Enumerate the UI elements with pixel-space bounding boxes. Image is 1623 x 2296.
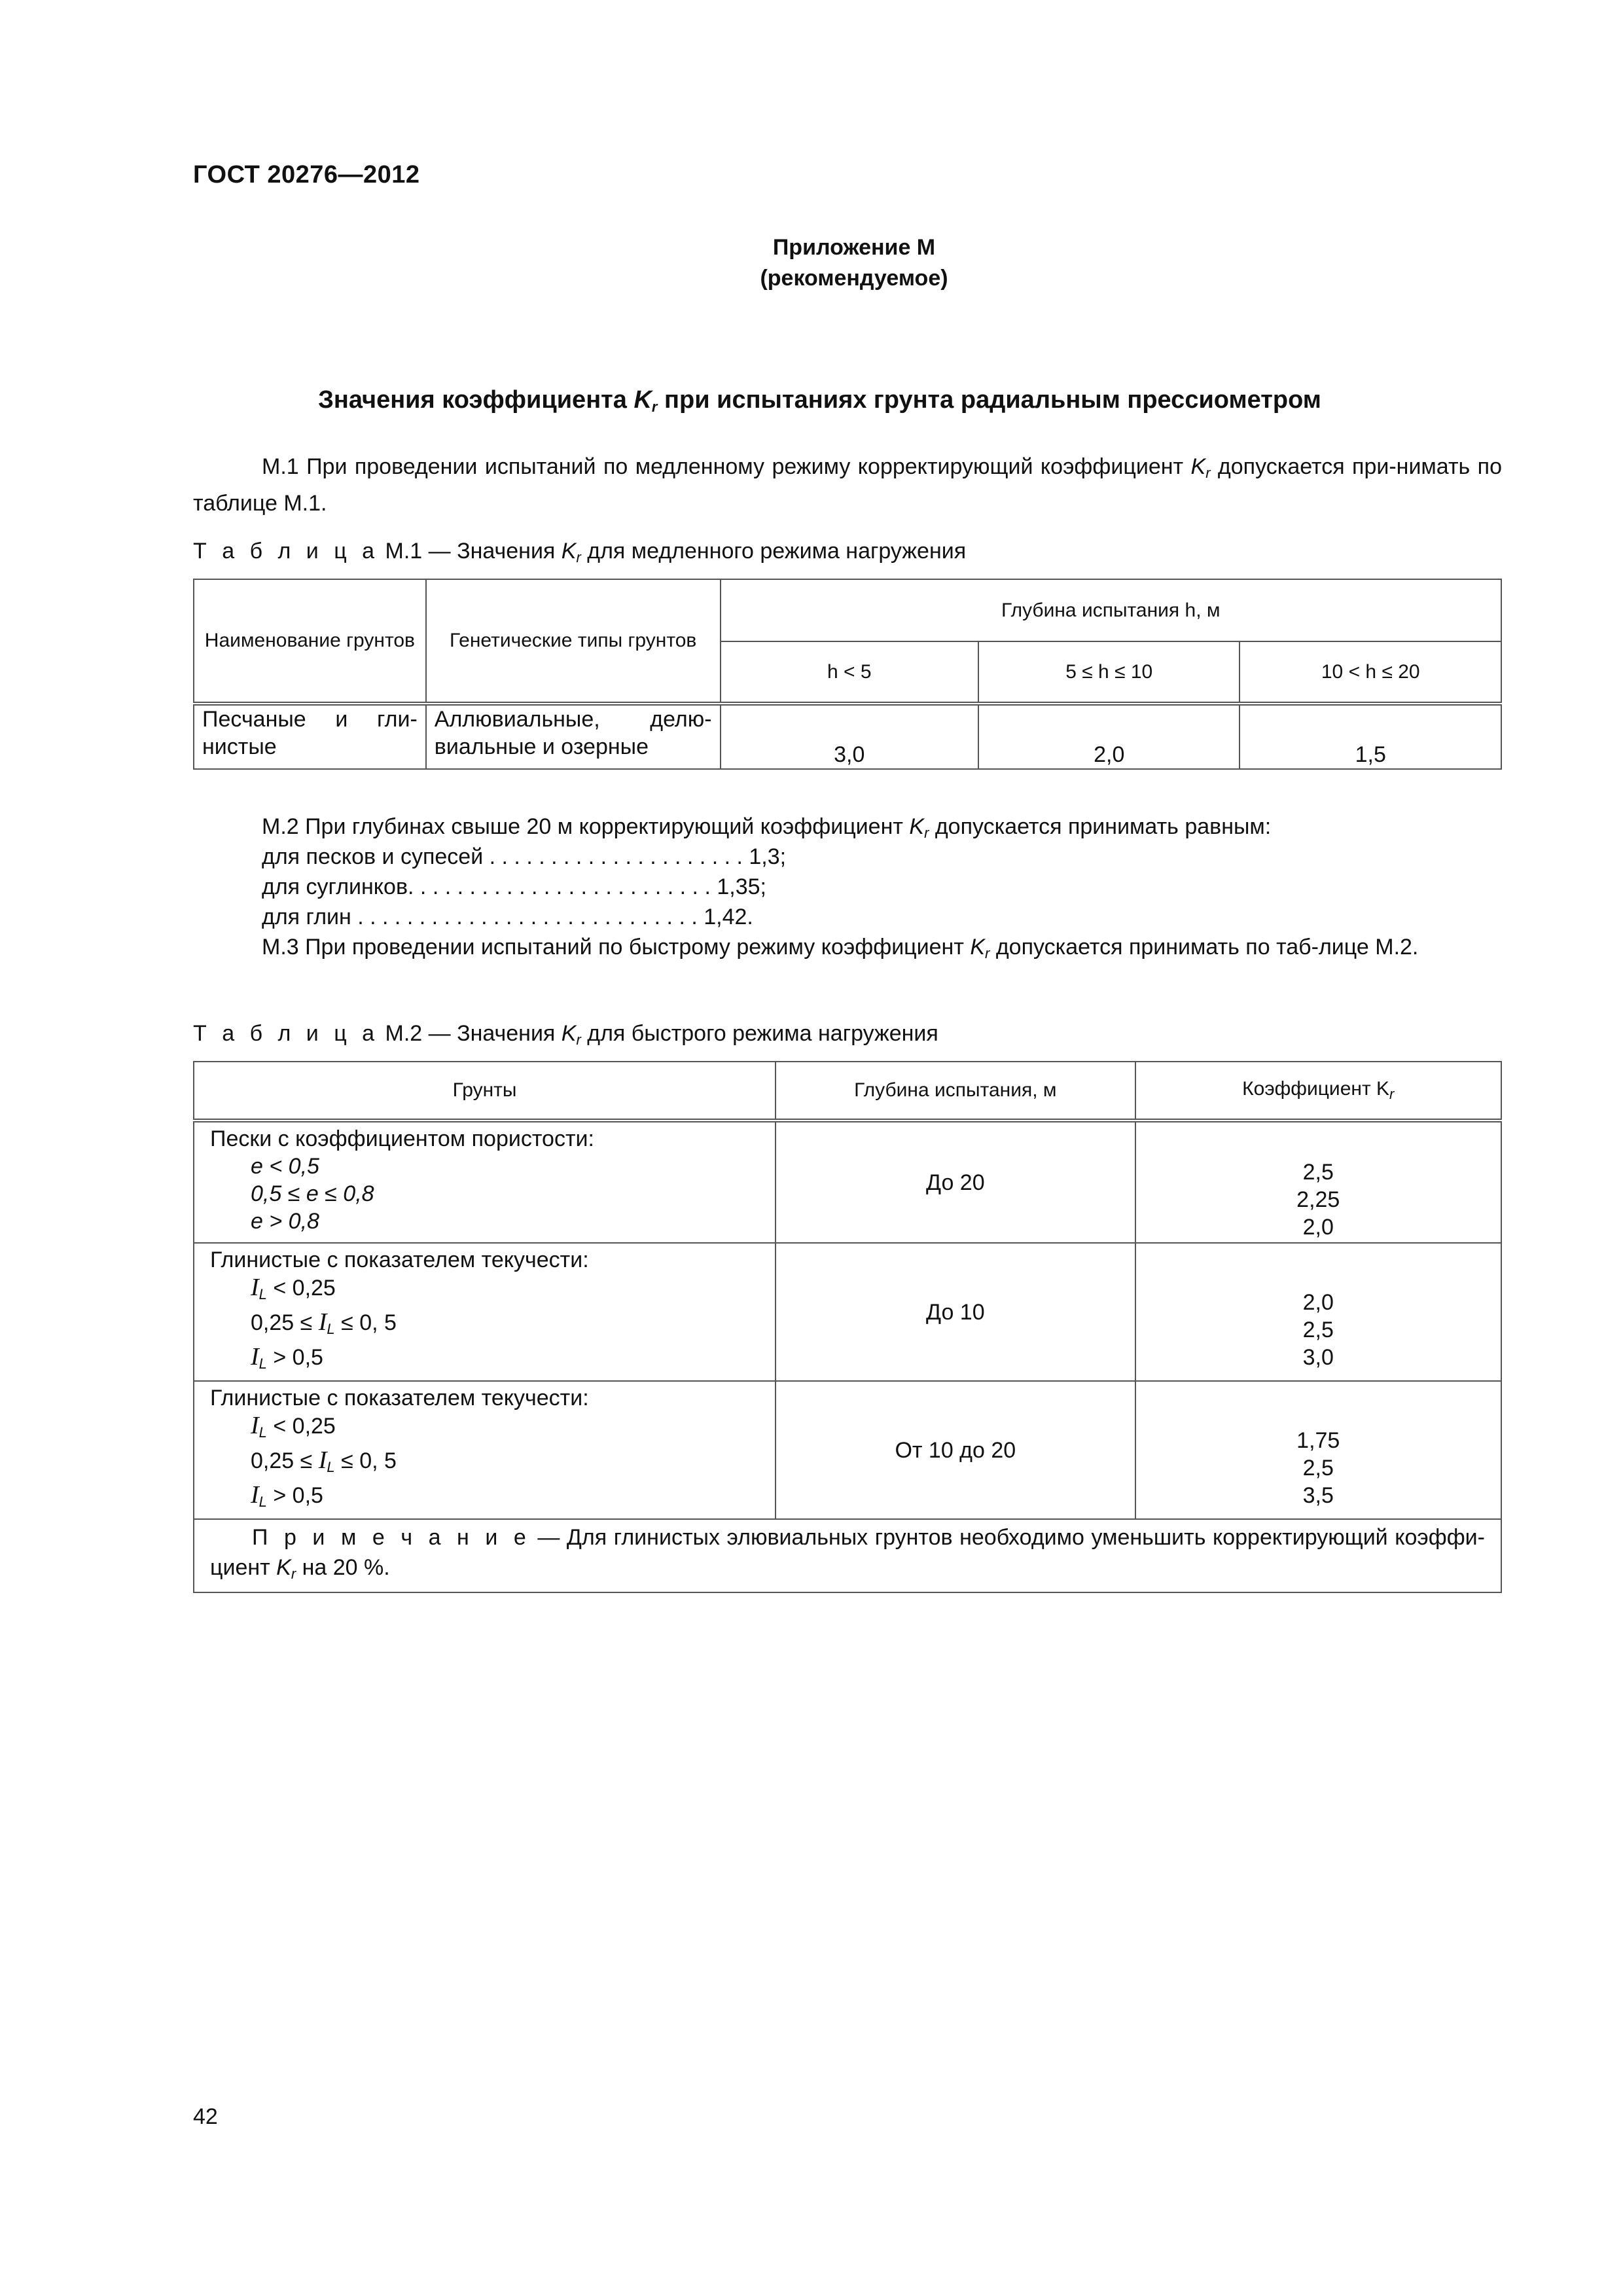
- table1-header-name: Наименование грунтов: [194, 579, 426, 704]
- list-item-leader: . . . . . . . . . . . . . . . . . . . . .: [483, 844, 743, 869]
- cond-symbol: I: [318, 1308, 327, 1336]
- table-row: [194, 1519, 1501, 1592]
- table2-note: [194, 1519, 1501, 1592]
- value: 2,0: [1302, 1215, 1334, 1240]
- table-row: [194, 1381, 1501, 1519]
- note-text: — Для глинистых элювиальных грунтов необходимо уменьшить корректирующий коэффи-циент: [210, 1525, 1485, 1580]
- annex-status: (рекомендуемое): [760, 266, 948, 291]
- table2-header-depth: Глубина испытания, м: [776, 1062, 1135, 1121]
- list-item-value: 1,3;: [742, 844, 787, 869]
- table1-depth-range: 10 < h ≤ 20: [1240, 641, 1501, 704]
- table2-caption-text: для быстрого режима нагружения: [580, 1021, 938, 1046]
- p3-symbol: K: [970, 935, 986, 960]
- cond-symbol: I: [251, 1274, 259, 1301]
- p2-symbol: K: [909, 814, 925, 839]
- table2-caption: [193, 1021, 938, 1049]
- cond-text: > 0,5: [266, 1483, 323, 1508]
- section-title-text-2: при испытаниях грунта радиальным прессиометром: [657, 386, 1321, 414]
- table1-cell-name: Песчаные и гли-нистые: [194, 704, 426, 769]
- cond-text: ≤ 0, 5: [334, 1448, 397, 1473]
- note-symbol: K: [276, 1555, 291, 1580]
- cond-text: 0,25 ≤: [251, 1448, 319, 1473]
- list-item-label: для песков и супесей: [262, 844, 484, 869]
- list-item: [262, 902, 786, 932]
- cond-text: > 0,5: [266, 1345, 323, 1370]
- table1-caption-id: М.1 — Значения: [379, 539, 562, 564]
- list-item-label: для глин: [262, 905, 351, 929]
- page-number: 42: [193, 2104, 218, 2129]
- p2-text-2: допускается принимать равным:: [929, 814, 1272, 839]
- note-sub: r: [291, 1566, 296, 1582]
- list-item: [262, 872, 786, 902]
- section-title-sub: r: [651, 399, 658, 415]
- condition: e < 0,5: [251, 1154, 319, 1179]
- cond-text: 0,25 ≤: [251, 1310, 319, 1335]
- table1-cell-types: Аллювиальные, делю-виальные и озерные: [426, 704, 721, 769]
- cond-symbol: I: [251, 1343, 259, 1371]
- annex-title: Приложение М: [772, 235, 936, 260]
- table1-caption-symbol: K: [561, 539, 577, 564]
- p3-text-2: допускается принимать по таб-лице М.2.: [990, 935, 1419, 960]
- value: 3,0: [1302, 1345, 1334, 1370]
- cond-sub: L: [259, 1494, 267, 1510]
- p1-symbol: K: [1190, 454, 1206, 479]
- table2-header-soils: Грунты: [194, 1062, 776, 1121]
- table2-header-coef-text: Коэффициент K: [1242, 1078, 1390, 1100]
- table1-caption-sub: r: [576, 549, 581, 565]
- table1-caption-text: для медленного режима нагружения: [580, 539, 967, 564]
- p3-text: М.3 При проведении испытаний по быстрому режиму коэффициент: [262, 935, 971, 960]
- p1-text-2: допускается при-нимать по таблице М.1.: [193, 454, 1502, 516]
- table2-cell-soil: [194, 1121, 776, 1243]
- group-title: Глинистые с показателем текучести:: [210, 1247, 589, 1272]
- cond-sub: L: [259, 1286, 267, 1302]
- p2-sub: r: [924, 825, 929, 841]
- table1-cell-value: 2,0: [978, 704, 1240, 769]
- table-m1: [193, 579, 1502, 770]
- condition: e > 0,8: [251, 1209, 319, 1234]
- group-title: Глинистые с показателем текучести:: [210, 1386, 589, 1410]
- cond-sub: L: [259, 1355, 267, 1372]
- list-item-leader: . . . . . . . . . . . . . . . . . . . . . . . . .: [408, 874, 711, 899]
- condition: [210, 1343, 759, 1378]
- table2-cell-depth: От 10 до 20: [776, 1381, 1135, 1519]
- coefficient-list: [262, 842, 786, 932]
- section-title-text: Значения коэффициента: [318, 386, 634, 414]
- value: 2,5: [1302, 1160, 1334, 1185]
- paragraph-m3: [193, 932, 1502, 969]
- condition: [210, 1446, 759, 1481]
- condition: [210, 1274, 759, 1308]
- table2-caption-prefix: Т а б л и ц а: [193, 1021, 380, 1046]
- table-row: [194, 1121, 1501, 1243]
- table1-cell-value: 1,5: [1240, 704, 1501, 769]
- table-row: [194, 1243, 1501, 1381]
- cond-symbol: I: [251, 1412, 259, 1439]
- table2-cell-soil: [194, 1381, 776, 1519]
- section-title: [193, 386, 1446, 416]
- table2-caption-sub: r: [576, 1031, 581, 1048]
- note-text-2: на 20 %.: [296, 1555, 390, 1580]
- table1-caption-prefix: Т а б л и ц а: [193, 539, 380, 564]
- cond-sub: L: [327, 1459, 335, 1475]
- table-m2: [193, 1061, 1502, 1593]
- value: 2,0: [1302, 1290, 1334, 1315]
- cond-text: ≤ 0, 5: [334, 1310, 397, 1335]
- list-item-leader: . . . . . . . . . . . . . . . . . . . . . . . . . . . .: [351, 905, 698, 929]
- condition: [210, 1481, 759, 1516]
- p1-text: М.1 При проведении испытаний по медленному режиму корректирующий коэффициент: [262, 454, 1191, 479]
- note-label: П р и м е ч а н и е: [252, 1525, 531, 1550]
- table2-cell-depth: До 10: [776, 1243, 1135, 1381]
- annex-heading: [193, 232, 1446, 294]
- cond-text: < 0,25: [266, 1276, 336, 1300]
- table2-cell-soil: [194, 1243, 776, 1381]
- p1-sub: r: [1205, 465, 1211, 481]
- cond-symbol: I: [318, 1446, 327, 1474]
- value: 2,25: [1296, 1187, 1340, 1212]
- paragraph-m1: [193, 452, 1502, 518]
- table2-caption-symbol: K: [561, 1021, 577, 1046]
- table2-header-coef-sub: r: [1389, 1086, 1395, 1102]
- table1-cell-value: 3,0: [721, 704, 978, 769]
- table2-header-coefficient: [1135, 1062, 1501, 1121]
- cond-symbol: I: [251, 1481, 259, 1509]
- cond-text: < 0,25: [266, 1414, 336, 1439]
- condition: 0,5 ≤ e ≤ 0,8: [251, 1181, 374, 1206]
- cond-sub: L: [327, 1321, 335, 1337]
- p2-text: М.2 При глубинах свыше 20 м корректирующий коэффициент: [262, 814, 910, 839]
- cond-sub: L: [259, 1424, 267, 1441]
- table1-depth-range: h < 5: [721, 641, 978, 704]
- table2-caption-id: М.2 — Значения: [379, 1021, 562, 1046]
- table-row: [194, 704, 1501, 769]
- table2-cell-values: [1135, 1381, 1501, 1519]
- table2-cell-values: [1135, 1243, 1501, 1381]
- p3-sub: r: [985, 945, 990, 961]
- table1-depth-range: 5 ≤ h ≤ 10: [978, 641, 1240, 704]
- group-title: Пески с коэффициентом пористости:: [210, 1126, 594, 1151]
- value: 3,5: [1302, 1483, 1334, 1508]
- table1-caption: [193, 539, 966, 566]
- list-item-label: для суглинков: [262, 874, 408, 899]
- value: 2,5: [1302, 1318, 1334, 1342]
- condition: [210, 1308, 759, 1343]
- document-code: ГОСТ 20276—2012: [193, 161, 420, 188]
- table2-cell-values: [1135, 1121, 1501, 1243]
- value: 2,5: [1302, 1456, 1334, 1480]
- table1-header-depth: Глубина испытания h, м: [721, 579, 1501, 641]
- list-item-value: 1,35;: [710, 874, 766, 899]
- value: 1,75: [1296, 1428, 1340, 1453]
- list-item: [262, 842, 786, 872]
- section-title-symbol: K: [633, 386, 652, 414]
- table2-cell-depth: До 20: [776, 1121, 1135, 1243]
- list-item-value: 1,42.: [697, 905, 753, 929]
- condition: [210, 1412, 759, 1446]
- table1-header-types: Генетические типы грунтов: [426, 579, 721, 704]
